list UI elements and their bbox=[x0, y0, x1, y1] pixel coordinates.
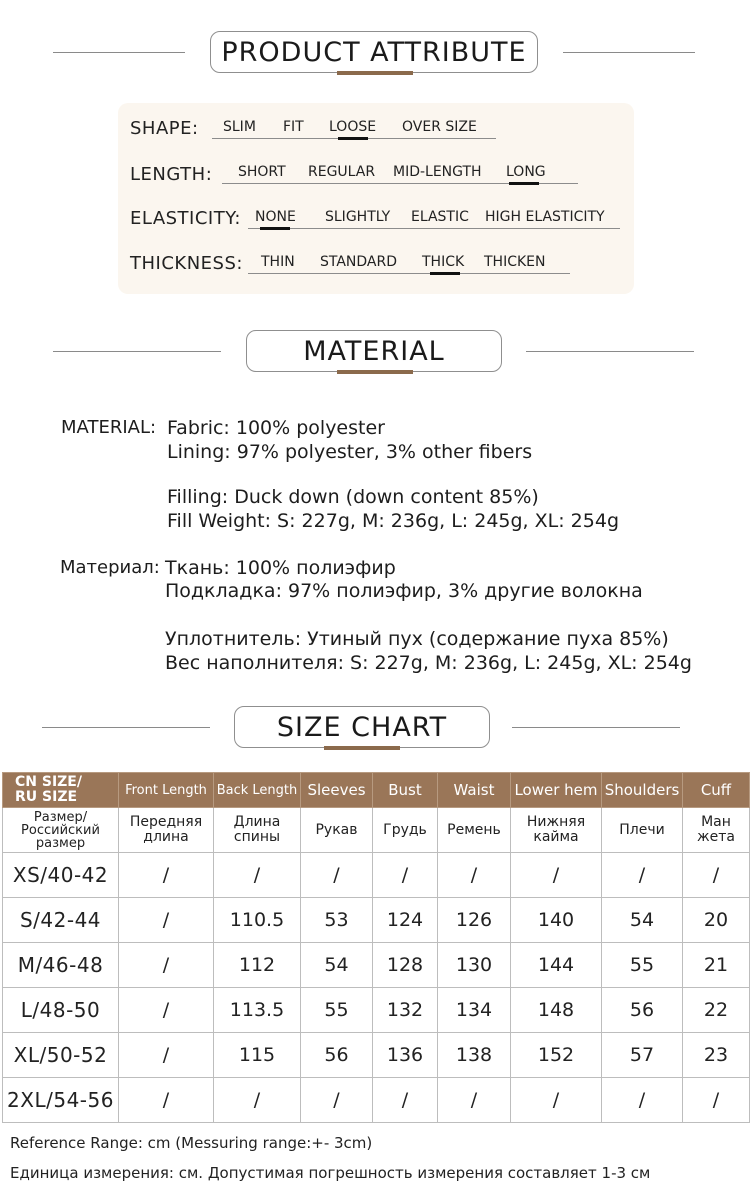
attr-option: SLIGHTLY bbox=[325, 209, 391, 225]
value-cell: / bbox=[119, 1033, 214, 1078]
size-cell: S/42-44 bbox=[3, 898, 119, 943]
header-cell: Waist bbox=[438, 773, 511, 808]
value-cell: 124 bbox=[373, 898, 438, 943]
size-chart-table bbox=[2, 772, 750, 1123]
value-cell: 53 bbox=[301, 898, 373, 943]
attr-option: ELASTIC bbox=[411, 209, 469, 225]
value-cell: 54 bbox=[602, 898, 683, 943]
size-cell: L/48-50 bbox=[3, 988, 119, 1033]
header-cell: Длина спины bbox=[214, 808, 301, 853]
value-cell: 22 bbox=[683, 988, 750, 1033]
section-title-text: SIZE CHART bbox=[276, 711, 448, 743]
value-cell: 21 bbox=[683, 943, 750, 988]
value-cell: 112 bbox=[214, 943, 301, 988]
value-cell: / bbox=[119, 853, 214, 898]
section-title-size-chart bbox=[234, 706, 490, 748]
attr-option: THIN bbox=[261, 254, 295, 270]
value-cell: 126 bbox=[438, 898, 511, 943]
section-title-attribute bbox=[210, 31, 538, 73]
attr-option-selected: LOOSE bbox=[329, 119, 377, 135]
value-cell: / bbox=[438, 853, 511, 898]
value-cell: 56 bbox=[602, 988, 683, 1033]
size-cell: XS/40-42 bbox=[3, 853, 119, 898]
value-cell: 56 bbox=[301, 1033, 373, 1078]
divider-line bbox=[53, 351, 221, 352]
material-fill-weight-en: Fill Weight: S: 227g, M: 236g, L: 245g, XL: 254g bbox=[167, 510, 620, 532]
value-cell: / bbox=[119, 898, 214, 943]
section-title-text: MATERIAL bbox=[303, 335, 445, 367]
attr-label-shape: SHAPE: bbox=[130, 118, 199, 139]
title-accent-bar bbox=[324, 746, 400, 750]
header-cell: Back Length bbox=[214, 773, 301, 808]
material-lining-en: Lining: 97% polyester, 3% other fibers bbox=[167, 441, 533, 463]
value-cell: 20 bbox=[683, 898, 750, 943]
header-cell: Ман жета bbox=[683, 808, 750, 853]
value-cell: 138 bbox=[438, 1033, 511, 1078]
value-cell: / bbox=[511, 1078, 602, 1123]
header-cell: Передняя длина bbox=[119, 808, 214, 853]
value-cell: / bbox=[301, 1078, 373, 1123]
attr-option-selected: LONG bbox=[506, 164, 546, 180]
value-cell: / bbox=[214, 853, 301, 898]
value-cell: 140 bbox=[511, 898, 602, 943]
value-cell: / bbox=[373, 853, 438, 898]
attr-option: MID-LENGTH bbox=[393, 164, 482, 180]
attr-label-elasticity: ELASTICITY: bbox=[130, 208, 241, 229]
attr-option-selected: NONE bbox=[255, 209, 296, 225]
attr-option: HIGH ELASTICITY bbox=[485, 209, 605, 225]
material-fabric-ru: Ткань: 100% полиэфир bbox=[165, 557, 396, 579]
attr-label-thickness: THICKNESS: bbox=[130, 253, 243, 274]
value-cell: / bbox=[438, 1078, 511, 1123]
divider-line bbox=[526, 351, 694, 352]
measurement-note-ru: Единица измерения: см. Допустимая погрешность измерения составляет 1-3 см bbox=[10, 1164, 651, 1182]
attr-label-length: LENGTH: bbox=[130, 164, 213, 185]
attr-option: OVER SIZE bbox=[402, 119, 477, 135]
value-cell: / bbox=[683, 1078, 750, 1123]
size-cell: M/46-48 bbox=[3, 943, 119, 988]
value-cell: 55 bbox=[301, 988, 373, 1033]
value-cell: / bbox=[301, 853, 373, 898]
value-cell: 136 bbox=[373, 1033, 438, 1078]
attr-option: STANDARD bbox=[320, 254, 398, 270]
material-filling-ru: Уплотнитель: Утиный пух (содержание пуха 85%) bbox=[165, 628, 669, 650]
value-cell: 55 bbox=[602, 943, 683, 988]
reference-range-note: Reference Range: cm (Messuring range:+- 3cm) bbox=[10, 1134, 373, 1152]
value-cell: / bbox=[119, 943, 214, 988]
title-accent-bar bbox=[337, 370, 413, 374]
header-cell: Нижняя кайма bbox=[511, 808, 602, 853]
header-cell: Рукав bbox=[301, 808, 373, 853]
value-cell: 144 bbox=[511, 943, 602, 988]
value-cell: / bbox=[683, 853, 750, 898]
material-lining-ru: Подкладка: 97% полиэфир, 3% другие волокна bbox=[165, 580, 643, 602]
attr-option: SHORT bbox=[238, 164, 286, 180]
header-cell: Ремень bbox=[438, 808, 511, 853]
header-cell: Front Length bbox=[119, 773, 214, 808]
attr-option: FIT bbox=[283, 119, 304, 135]
table-header-en bbox=[3, 773, 750, 808]
value-cell: / bbox=[602, 853, 683, 898]
attr-option: REGULAR bbox=[308, 164, 376, 180]
attr-option: SLIM bbox=[223, 119, 256, 135]
header-cell: Размер/ Российский размер bbox=[3, 808, 119, 853]
value-cell: / bbox=[511, 853, 602, 898]
value-cell: 115 bbox=[214, 1033, 301, 1078]
value-cell: 134 bbox=[438, 988, 511, 1033]
value-cell: / bbox=[214, 1078, 301, 1123]
header-cell: CN SIZE/ RU SIZE bbox=[3, 773, 119, 808]
material-label-en: MATERIAL: bbox=[61, 417, 157, 438]
table-row bbox=[3, 1033, 750, 1078]
value-cell: 130 bbox=[438, 943, 511, 988]
material-label-ru: Материал: bbox=[60, 557, 160, 578]
attr-option-selected: THICK bbox=[422, 254, 465, 270]
attr-row-line bbox=[248, 273, 570, 274]
section-title-material bbox=[246, 330, 502, 372]
value-cell: 23 bbox=[683, 1033, 750, 1078]
header-cell: Bust bbox=[373, 773, 438, 808]
header-cell: Плечи bbox=[602, 808, 683, 853]
table-header-ru bbox=[3, 808, 750, 853]
table-row bbox=[3, 988, 750, 1033]
table-row bbox=[3, 1078, 750, 1123]
header-cell: Sleeves bbox=[301, 773, 373, 808]
value-cell: 54 bbox=[301, 943, 373, 988]
table-row bbox=[3, 853, 750, 898]
selected-underline bbox=[509, 182, 539, 185]
section-title-text: PRODUCT ATTRIBUTE bbox=[221, 36, 527, 68]
value-cell: 110.5 bbox=[214, 898, 301, 943]
selected-underline bbox=[430, 272, 460, 275]
size-cell: 2XL/54-56 bbox=[3, 1078, 119, 1123]
attr-row-line bbox=[248, 228, 620, 229]
size-cell: XL/50-52 bbox=[3, 1033, 119, 1078]
value-cell: 128 bbox=[373, 943, 438, 988]
header-cell: Shoulders bbox=[602, 773, 683, 808]
value-cell: 132 bbox=[373, 988, 438, 1033]
value-cell: / bbox=[602, 1078, 683, 1123]
header-cell: Грудь bbox=[373, 808, 438, 853]
material-filling-en: Filling: Duck down (down content 85%) bbox=[167, 486, 539, 508]
value-cell: / bbox=[373, 1078, 438, 1123]
header-cell: Cuff bbox=[683, 773, 750, 808]
table-row bbox=[3, 898, 750, 943]
value-cell: / bbox=[119, 988, 214, 1033]
selected-underline bbox=[338, 137, 368, 140]
divider-line bbox=[512, 727, 680, 728]
table-row bbox=[3, 943, 750, 988]
material-fill-weight-ru: Вес наполнителя: S: 227g, M: 236g, L: 245g, XL: 254g bbox=[165, 652, 692, 674]
divider-line bbox=[42, 727, 210, 728]
header-cell: Lower hem bbox=[511, 773, 602, 808]
selected-underline bbox=[260, 227, 290, 230]
value-cell: 57 bbox=[602, 1033, 683, 1078]
value-cell: 152 bbox=[511, 1033, 602, 1078]
value-cell: / bbox=[119, 1078, 214, 1123]
value-cell: 113.5 bbox=[214, 988, 301, 1033]
divider-line bbox=[563, 52, 695, 53]
divider-line bbox=[53, 52, 185, 53]
title-accent-bar bbox=[337, 71, 413, 75]
material-fabric-en: Fabric: 100% polyester bbox=[167, 417, 385, 439]
value-cell: 148 bbox=[511, 988, 602, 1033]
attr-option: THICKEN bbox=[484, 254, 546, 270]
